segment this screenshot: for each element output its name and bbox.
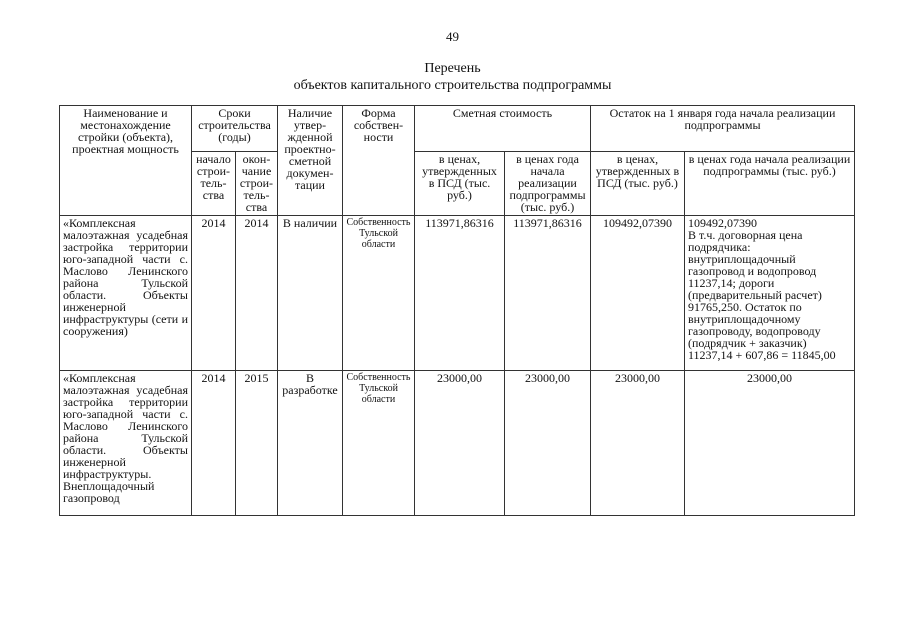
capital-construction-table bbox=[59, 105, 855, 516]
header-name-location: Наименование и местонахождение стройки (объекта), проектная мощность bbox=[60, 106, 192, 216]
title-line-2: объектов капитального строительства подпрограммы bbox=[293, 78, 612, 93]
cell-name: «Комплексная малоэтажная усадебная застройка территории юго-западной части с. Маслово Ленинского района Тульской области. Объекты инженерной инфраструктуры (сети и сооружения) bbox=[60, 216, 192, 371]
cell-name: «Комплексная малоэтажная усадебная застройка территории юго-западной части с. Маслово Ленинского района Тульской области. Объекты инженерной инфраструктуры. Внеплощадочный газопровод bbox=[60, 371, 192, 516]
cell-end-year: 2014 bbox=[236, 216, 278, 371]
cell-balance-psd: 109492,07390 bbox=[591, 216, 685, 371]
table-row bbox=[60, 371, 855, 516]
header-balance-psd: в ценах, утвержденных в ПСД (тыс. руб.) bbox=[591, 152, 685, 216]
header-terms: Сроки строительства (годы) bbox=[192, 106, 278, 152]
cell-balance-psd: 23000,00 bbox=[591, 371, 685, 516]
title-line-1: Перечень bbox=[424, 61, 481, 76]
cell-cost-psd: 23000,00 bbox=[415, 371, 505, 516]
cell-cost-start-year: 23000,00 bbox=[505, 371, 591, 516]
cell-ownership: Собственность Тульской области bbox=[343, 371, 415, 516]
header-term-end: окон-чание строи-тель-ства bbox=[236, 152, 278, 216]
header-balance: Остаток на 1 января года начала реализации подпрограммы bbox=[591, 106, 855, 152]
cell-balance-start-year bbox=[685, 216, 855, 371]
header-design-docs: Наличие утвер-жденной проектно-сметной докумен-тации bbox=[278, 106, 343, 216]
cell-cost-psd: 113971,86316 bbox=[415, 216, 505, 371]
cell-design-docs: В разработке bbox=[278, 371, 343, 516]
document-title bbox=[0, 60, 905, 94]
header-ownership: Форма собствен-ности bbox=[343, 106, 415, 216]
header-row-1 bbox=[60, 106, 855, 152]
cell-start-year: 2014 bbox=[192, 371, 236, 516]
cell-start-year: 2014 bbox=[192, 216, 236, 371]
cell-end-year: 2015 bbox=[236, 371, 278, 516]
header-cost-psd: в ценах, утвержденных в ПСД (тыс. руб.) bbox=[415, 152, 505, 216]
page-number: 49 bbox=[446, 29, 459, 44]
header-estimated-cost: Сметная стоимость bbox=[415, 106, 591, 152]
balance-value: 23000,00 bbox=[747, 371, 792, 385]
cell-ownership: Собственность Тульской области bbox=[343, 216, 415, 371]
cell-cost-start-year: 113971,86316 bbox=[505, 216, 591, 371]
balance-note: В т.ч. договорная цена подрядчика: внутриплощадочный газопровод и водопровод 11237,14; дороги (предварительный расчет) 91765,250. Остаток по внутриплощадочному газопроводу, водопроводу (подрядчик + заказчик) 11237,14 + 607,86 = 11845,00 bbox=[688, 228, 836, 362]
cell-design-docs: В наличии bbox=[278, 216, 343, 371]
header-term-start: начало строи-тель-ства bbox=[192, 152, 236, 216]
header-cost-start-year: в ценах года начала реализации подпрограммы (тыс. руб.) bbox=[505, 152, 591, 216]
balance-value: 109492,07390 bbox=[688, 216, 757, 230]
table-row bbox=[60, 216, 855, 371]
header-balance-start-year: в ценах года начала реализации подпрограммы (тыс. руб.) bbox=[685, 152, 855, 216]
cell-balance-start-year bbox=[685, 371, 855, 516]
